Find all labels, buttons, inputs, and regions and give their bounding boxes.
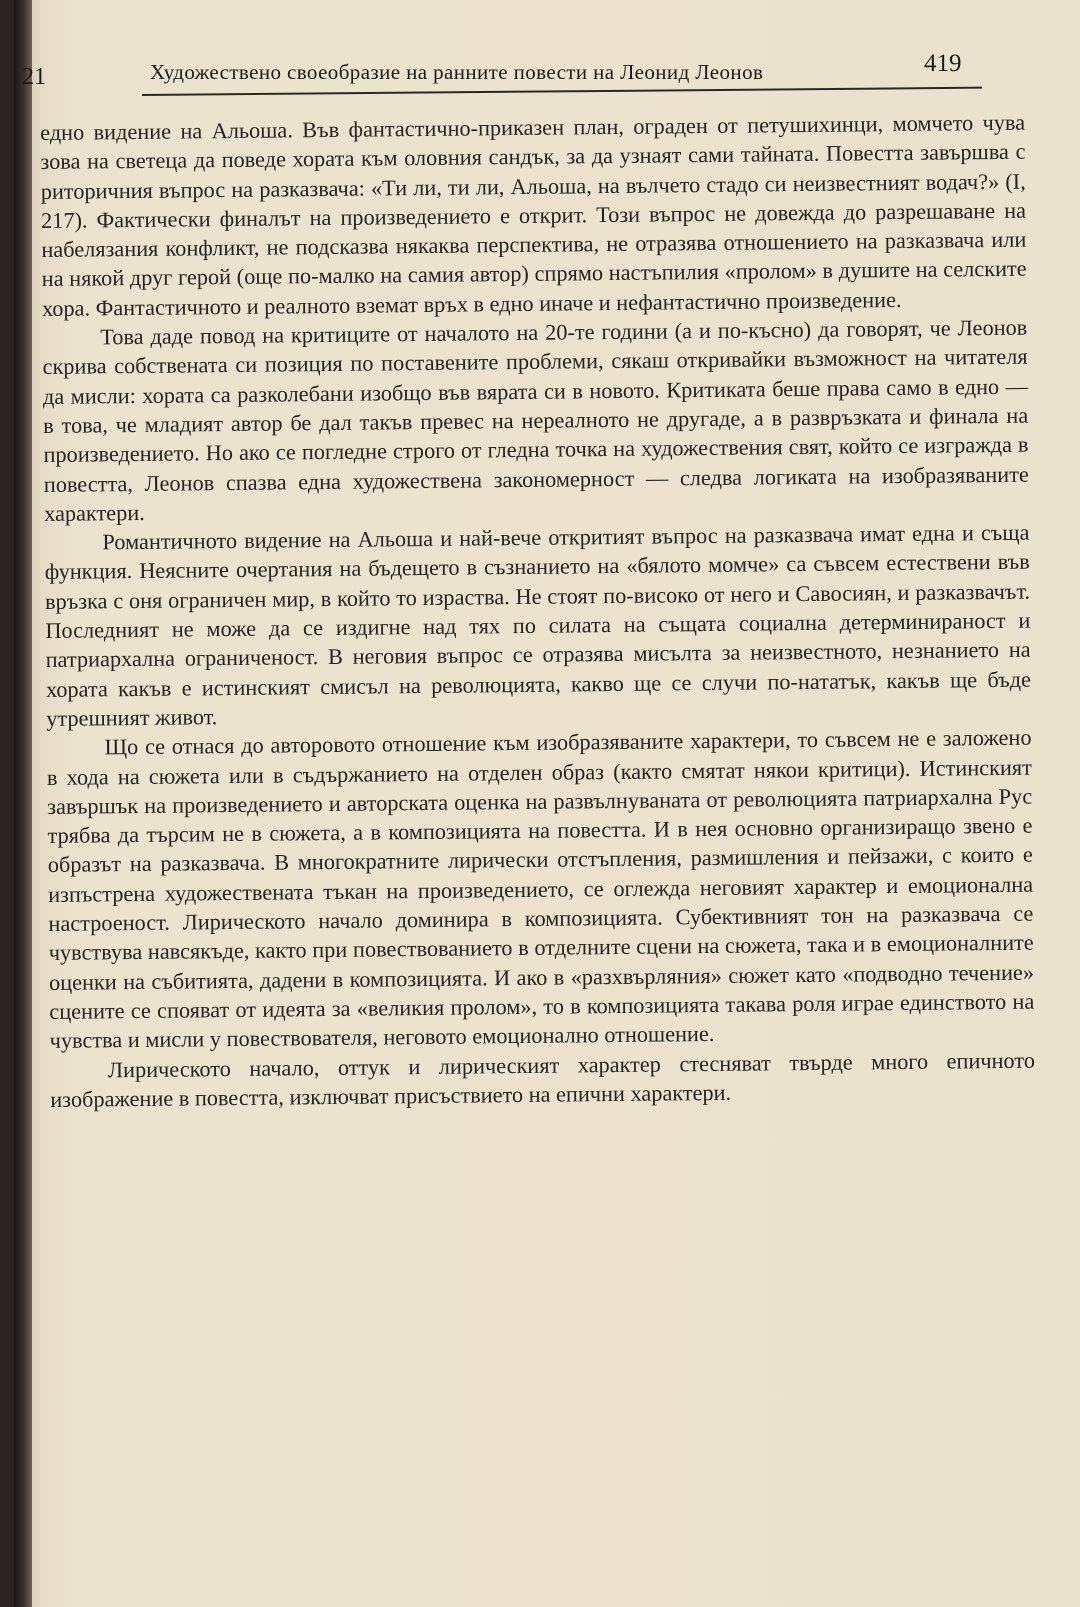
running-title: Художествено своеобразие на ранните повести на Леонид Леонов — [150, 60, 764, 84]
book-page — [14, 0, 1080, 1607]
paragraph-3: Романтичното видение на Альоша и най-вече откритият въпрос на разказвача имат една и съща функция. Неясните очертания на бъдещето в съзнанието на «бялото момче» са съвсем естествени във връзка с оня ограничен мир, в който то израства. Не стоят по-високо от него и Савосиян, и разказвачът. Последният не може да се издигне над тях по силата на същата социална детерминираност и патриархална ограниченост. В неговия въпрос се отразява мисълта за неизвестното, незнанието на хората какъв е истинският смисъл на революцията, какво ще се случи по-нататък, какъв ще бъде утрешният живот. — [44, 519, 1032, 731]
header-rule — [142, 87, 982, 96]
paragraph-2: Това даде повод на критиците от началото на 20-те години (а и по-късно) да говорят, че Леонов скрива собствената си позиция по поставените проблеми, сякаш откривайки възможност на читателя да мисли: хората са разколебани изобщо във вярата си в новото. Критиката беше права само в едно — в това, че младият автор бе дал такъв превес на нереалното не другаде, а в развръзката и финала на произведението. Но ако се погледне строго от гледна точка на художествения свят, който се изгражда в повестта, Леонов спазва една художествена закономерност — следва логиката на изобразяваните характери. — [42, 314, 1029, 526]
body-text — [40, 108, 1035, 1114]
book-spine-shadow — [14, 0, 32, 1607]
page-number: 419 — [924, 50, 962, 77]
running-header — [22, 48, 982, 100]
paragraph-1: едно видение на Альоша. Във фантастично-приказен план, ограден от петушихинци, момчето чува зова на светеца да поведе хората към оловния сандък, за да узнаят сами тайната. Повестта завършва с риторичния въпрос на разказвача: «Ти ли, ти ли, Альоша, на вълчето стадо си неизвестният водач?» (I, 217). Фактически финалът на произведението е открит. Този въпрос не довежда до разрешаване на набелязания конфликт, не подсказва някаква перспектива, не отразява отношението на разказвача или на някой друг герой (още по-малко на самия автор) спрямо настъпилия «пролом» в душите на селските хора. Фантастичното и реалното вземат връх в едно иначе и нефантастично произведение. — [40, 109, 1027, 321]
paragraph-5: Лирическото начало, оттук и лирическият характер стесняват твърде много епичното изображение в повестта, изключват присъствието на епични характери. — [50, 1047, 1036, 1112]
previous-page-number: 21 — [22, 64, 46, 90]
paragraph-4: Що се отнася до авторовото отношение към изобразяваните характери, то съвсем не е заложено в хода на сюжета или в съдържанието на отделен образ (както смятат някои критици). Истинският завършък на произведението и авторската оценка на развълнуваната от революцията патриархална Рус трябва да търсим не в сюжета, а в композицията на повестта. И в нея основно организиращо звено е образът на разказвача. В многократните лирически отстъпления, размишления и пейзажи, с които е изпъстрена художествената тъкан на произведението, се оглежда неговият характер и емоционална настроеност. Лирическото начало доминира в композицията. Субективният тон на разказвача се чувствува навсякъде, както при повествованието в отделните сцени на сюжета, така и в емоционалните оценки на събитията, дадени в композицията. И ако в «разхвърляния» сюжет като «подводно течение» сцените се спояват от идеята за «великия пролом», то в композицията такава роля играе единството на чувства и мисли у повествователя, неговото емоционално отношение. — [46, 724, 1035, 1054]
